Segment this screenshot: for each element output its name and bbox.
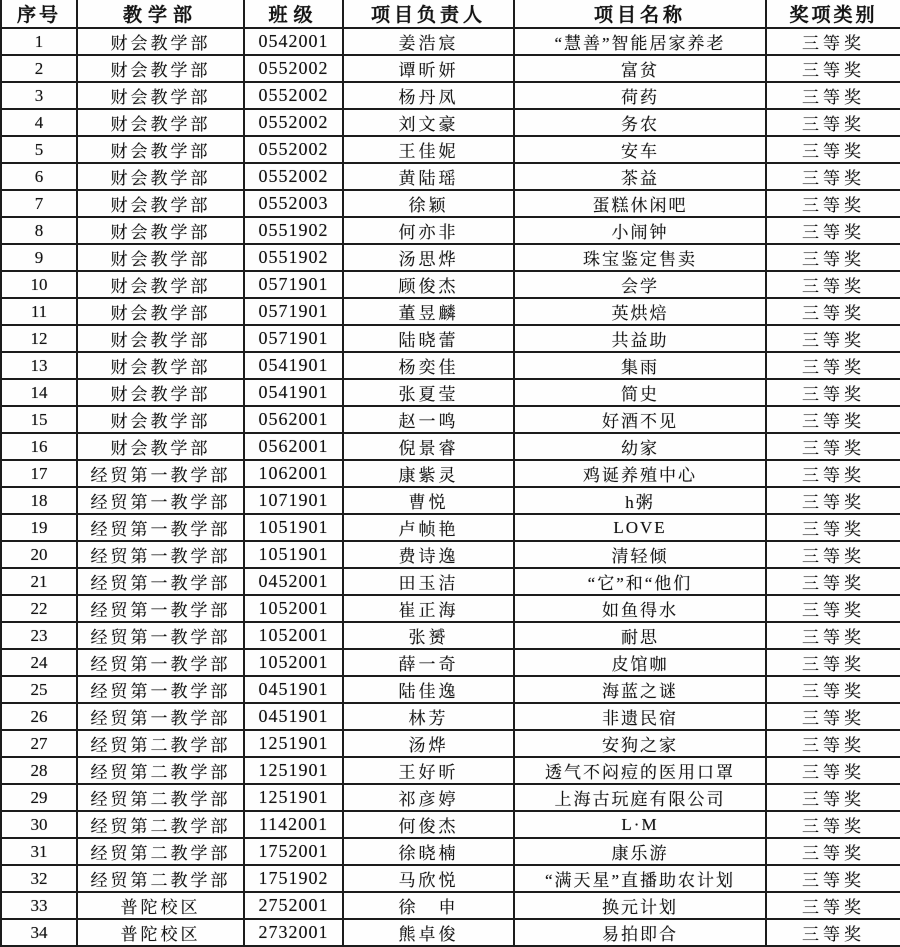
cell-department: 经贸第二教学部: [77, 757, 244, 784]
cell-leader: 薛一奇: [343, 649, 514, 676]
cell-award: 三等奖: [766, 838, 900, 865]
table-row: [1, 136, 900, 163]
table-row: [1, 460, 900, 487]
cell-class: 0451901: [244, 703, 343, 730]
cell-award: 三等奖: [766, 163, 900, 190]
cell-leader: 何俊杰: [343, 811, 514, 838]
cell-index: 12: [1, 325, 77, 352]
cell-index: 34: [1, 919, 77, 946]
cell-award: 三等奖: [766, 541, 900, 568]
cell-award: 三等奖: [766, 352, 900, 379]
cell-award: 三等奖: [766, 811, 900, 838]
cell-award: 三等奖: [766, 757, 900, 784]
cell-class: 2752001: [244, 892, 343, 919]
cell-project: “满天星”直播助农计划: [514, 865, 766, 892]
cell-project: 透气不闷痘的医用口罩: [514, 757, 766, 784]
cell-class: 0571901: [244, 298, 343, 325]
cell-department: 财会教学部: [77, 55, 244, 82]
cell-class: 0562001: [244, 433, 343, 460]
cell-class: 0571901: [244, 325, 343, 352]
cell-award: 三等奖: [766, 703, 900, 730]
cell-index: 16: [1, 433, 77, 460]
table-row: [1, 82, 900, 109]
table-row: [1, 28, 900, 55]
cell-leader: 陆晓蕾: [343, 325, 514, 352]
cell-award: 三等奖: [766, 649, 900, 676]
cell-project: h粥: [514, 487, 766, 514]
cell-class: 0551902: [244, 217, 343, 244]
cell-department: 经贸第一教学部: [77, 568, 244, 595]
table-row: [1, 514, 900, 541]
cell-index: 27: [1, 730, 77, 757]
header-row: [1, 0, 900, 28]
cell-leader: 黄陆瑶: [343, 163, 514, 190]
cell-department: 经贸第一教学部: [77, 514, 244, 541]
cell-class: 2732001: [244, 919, 343, 946]
cell-project: 富贫: [514, 55, 766, 82]
cell-index: 23: [1, 622, 77, 649]
cell-project: 蛋糕休闲吧: [514, 190, 766, 217]
cell-class: 1062001: [244, 460, 343, 487]
cell-leader: 崔正海: [343, 595, 514, 622]
cell-class: 0571901: [244, 271, 343, 298]
cell-department: 经贸第二教学部: [77, 865, 244, 892]
table-row: [1, 55, 900, 82]
cell-department: 经贸第一教学部: [77, 622, 244, 649]
cell-class: 1251901: [244, 757, 343, 784]
cell-department: 财会教学部: [77, 433, 244, 460]
cell-award: 三等奖: [766, 919, 900, 946]
cell-project: 皮馆咖: [514, 649, 766, 676]
cell-award: 三等奖: [766, 28, 900, 55]
cell-index: 13: [1, 352, 77, 379]
cell-leader: 徐 申: [343, 892, 514, 919]
cell-class: 1071901: [244, 487, 343, 514]
cell-award: 三等奖: [766, 190, 900, 217]
table-row: [1, 838, 900, 865]
cell-department: 经贸第一教学部: [77, 649, 244, 676]
table-row: [1, 109, 900, 136]
table-row: [1, 406, 900, 433]
cell-class: 1751902: [244, 865, 343, 892]
cell-award: 三等奖: [766, 595, 900, 622]
table-row: [1, 298, 900, 325]
cell-class: 0541901: [244, 352, 343, 379]
cell-index: 21: [1, 568, 77, 595]
cell-index: 33: [1, 892, 77, 919]
cell-project: L·M: [514, 811, 766, 838]
table-row: [1, 595, 900, 622]
cell-award: 三等奖: [766, 244, 900, 271]
cell-index: 8: [1, 217, 77, 244]
cell-index: 2: [1, 55, 77, 82]
cell-index: 18: [1, 487, 77, 514]
table-row: [1, 784, 900, 811]
cell-leader: 顾俊杰: [343, 271, 514, 298]
cell-leader: 曹悦: [343, 487, 514, 514]
cell-class: 0552002: [244, 82, 343, 109]
cell-leader: 马欣悦: [343, 865, 514, 892]
cell-award: 三等奖: [766, 730, 900, 757]
cell-class: 1251901: [244, 784, 343, 811]
cell-index: 25: [1, 676, 77, 703]
cell-index: 22: [1, 595, 77, 622]
cell-award: 三等奖: [766, 325, 900, 352]
cell-index: 29: [1, 784, 77, 811]
cell-project: 英烘焙: [514, 298, 766, 325]
cell-department: 财会教学部: [77, 136, 244, 163]
cell-index: 3: [1, 82, 77, 109]
cell-leader: 陆佳逸: [343, 676, 514, 703]
cell-index: 10: [1, 271, 77, 298]
cell-project: 非遗民宿: [514, 703, 766, 730]
table-row: [1, 811, 900, 838]
cell-index: 4: [1, 109, 77, 136]
cell-project: 安车: [514, 136, 766, 163]
cell-award: 三等奖: [766, 865, 900, 892]
cell-class: 0451901: [244, 676, 343, 703]
cell-department: 经贸第一教学部: [77, 595, 244, 622]
cell-leader: 何亦非: [343, 217, 514, 244]
cell-class: 1052001: [244, 649, 343, 676]
cell-index: 14: [1, 379, 77, 406]
cell-project: 荷药: [514, 82, 766, 109]
cell-leader: 张赟: [343, 622, 514, 649]
cell-award: 三等奖: [766, 568, 900, 595]
table-row: [1, 892, 900, 919]
cell-leader: 卢帧艳: [343, 514, 514, 541]
cell-leader: 徐晓楠: [343, 838, 514, 865]
table-row: [1, 271, 900, 298]
cell-award: 三等奖: [766, 433, 900, 460]
cell-project: 会学: [514, 271, 766, 298]
cell-index: 1: [1, 28, 77, 55]
cell-leader: 汤烨: [343, 730, 514, 757]
cell-department: 财会教学部: [77, 82, 244, 109]
cell-department: 经贸第一教学部: [77, 460, 244, 487]
cell-project: 上海古玩庭有限公司: [514, 784, 766, 811]
cell-project: 好酒不见: [514, 406, 766, 433]
cell-project: 如鱼得水: [514, 595, 766, 622]
table-row: [1, 757, 900, 784]
cell-class: 0552002: [244, 109, 343, 136]
table-row: [1, 649, 900, 676]
cell-class: 0551902: [244, 244, 343, 271]
cell-award: 三等奖: [766, 109, 900, 136]
cell-department: 经贸第一教学部: [77, 703, 244, 730]
cell-department: 普陀校区: [77, 919, 244, 946]
table-row: [1, 433, 900, 460]
cell-class: 0452001: [244, 568, 343, 595]
cell-leader: 刘文豪: [343, 109, 514, 136]
cell-award: 三等奖: [766, 379, 900, 406]
cell-department: 财会教学部: [77, 271, 244, 298]
cell-class: 1251901: [244, 730, 343, 757]
cell-project: 简史: [514, 379, 766, 406]
cell-class: 1051901: [244, 541, 343, 568]
cell-award: 三等奖: [766, 487, 900, 514]
cell-department: 财会教学部: [77, 298, 244, 325]
cell-index: 15: [1, 406, 77, 433]
cell-project: 小闹钟: [514, 217, 766, 244]
cell-index: 20: [1, 541, 77, 568]
cell-award: 三等奖: [766, 271, 900, 298]
table-row: [1, 190, 900, 217]
table-row: [1, 217, 900, 244]
cell-award: 三等奖: [766, 460, 900, 487]
cell-class: 1052001: [244, 622, 343, 649]
cell-award: 三等奖: [766, 406, 900, 433]
column-header-index: 序号: [1, 0, 77, 28]
cell-award: 三等奖: [766, 892, 900, 919]
cell-leader: 田玉洁: [343, 568, 514, 595]
cell-project: 海蓝之谜: [514, 676, 766, 703]
cell-project: “慧善”智能居家养老: [514, 28, 766, 55]
cell-leader: 杨奕佳: [343, 352, 514, 379]
cell-project: 幼家: [514, 433, 766, 460]
cell-project: 换元计划: [514, 892, 766, 919]
cell-project: 康乐游: [514, 838, 766, 865]
table-row: [1, 163, 900, 190]
cell-department: 财会教学部: [77, 406, 244, 433]
cell-leader: 谭昕妍: [343, 55, 514, 82]
cell-leader: 徐颖: [343, 190, 514, 217]
cell-class: 0552002: [244, 136, 343, 163]
cell-department: 经贸第一教学部: [77, 676, 244, 703]
table-body: [1, 28, 900, 946]
cell-project: 务农: [514, 109, 766, 136]
cell-department: 财会教学部: [77, 379, 244, 406]
cell-index: 28: [1, 757, 77, 784]
cell-award: 三等奖: [766, 55, 900, 82]
cell-leader: 王好昕: [343, 757, 514, 784]
cell-leader: 董昱麟: [343, 298, 514, 325]
table-row: [1, 676, 900, 703]
cell-leader: 祁彦婷: [343, 784, 514, 811]
cell-award: 三等奖: [766, 514, 900, 541]
cell-index: 32: [1, 865, 77, 892]
cell-leader: 林芳: [343, 703, 514, 730]
cell-index: 31: [1, 838, 77, 865]
table-row: [1, 325, 900, 352]
table-row: [1, 730, 900, 757]
cell-award: 三等奖: [766, 136, 900, 163]
cell-department: 财会教学部: [77, 325, 244, 352]
cell-leader: 杨丹凤: [343, 82, 514, 109]
cell-index: 30: [1, 811, 77, 838]
cell-department: 财会教学部: [77, 244, 244, 271]
cell-department: 财会教学部: [77, 28, 244, 55]
cell-award: 三等奖: [766, 217, 900, 244]
table-header: [1, 0, 900, 28]
cell-leader: 费诗逸: [343, 541, 514, 568]
cell-award: 三等奖: [766, 622, 900, 649]
cell-leader: 康紫灵: [343, 460, 514, 487]
cell-index: 5: [1, 136, 77, 163]
cell-project: 集雨: [514, 352, 766, 379]
column-header-class: 班级: [244, 0, 343, 28]
cell-project: LOVE: [514, 514, 766, 541]
cell-index: 6: [1, 163, 77, 190]
cell-leader: 熊卓俊: [343, 919, 514, 946]
table-row: [1, 352, 900, 379]
cell-index: 9: [1, 244, 77, 271]
cell-project: 茶益: [514, 163, 766, 190]
table-row: [1, 919, 900, 946]
cell-project: 共益助: [514, 325, 766, 352]
cell-award: 三等奖: [766, 298, 900, 325]
cell-class: 0541901: [244, 379, 343, 406]
cell-index: 7: [1, 190, 77, 217]
cell-class: 0552002: [244, 163, 343, 190]
cell-department: 经贸第二教学部: [77, 811, 244, 838]
table-row: [1, 622, 900, 649]
table-row: [1, 703, 900, 730]
cell-project: 安狗之家: [514, 730, 766, 757]
cell-project: 清轻倾: [514, 541, 766, 568]
cell-department: 经贸第二教学部: [77, 838, 244, 865]
cell-index: 24: [1, 649, 77, 676]
cell-department: 财会教学部: [77, 109, 244, 136]
cell-leader: 倪景睿: [343, 433, 514, 460]
cell-department: 财会教学部: [77, 190, 244, 217]
cell-leader: 张夏莹: [343, 379, 514, 406]
cell-department: 财会教学部: [77, 217, 244, 244]
cell-department: 经贸第二教学部: [77, 730, 244, 757]
cell-department: 财会教学部: [77, 352, 244, 379]
table-row: [1, 568, 900, 595]
cell-department: 经贸第一教学部: [77, 541, 244, 568]
cell-class: 0562001: [244, 406, 343, 433]
cell-leader: 王佳妮: [343, 136, 514, 163]
table-row: [1, 541, 900, 568]
cell-project: 耐思: [514, 622, 766, 649]
column-header-leader: 项目负责人: [343, 0, 514, 28]
cell-class: 1752001: [244, 838, 343, 865]
cell-project: 易拍即合: [514, 919, 766, 946]
cell-department: 经贸第二教学部: [77, 784, 244, 811]
cell-index: 17: [1, 460, 77, 487]
cell-class: 1142001: [244, 811, 343, 838]
cell-leader: 姜浩宸: [343, 28, 514, 55]
cell-class: 1052001: [244, 595, 343, 622]
cell-class: 0552002: [244, 55, 343, 82]
cell-project: 珠宝鉴定售卖: [514, 244, 766, 271]
cell-index: 26: [1, 703, 77, 730]
cell-leader: 汤思烨: [343, 244, 514, 271]
cell-department: 普陀校区: [77, 892, 244, 919]
cell-department: 财会教学部: [77, 163, 244, 190]
cell-award: 三等奖: [766, 784, 900, 811]
cell-award: 三等奖: [766, 676, 900, 703]
table-row: [1, 379, 900, 406]
column-header-project: 项目名称: [514, 0, 766, 28]
cell-department: 经贸第一教学部: [77, 487, 244, 514]
cell-project: 鸡诞养殖中心: [514, 460, 766, 487]
cell-class: 0542001: [244, 28, 343, 55]
column-header-department: 教学部: [77, 0, 244, 28]
table-row: [1, 865, 900, 892]
cell-class: 0552003: [244, 190, 343, 217]
cell-project: “它”和“他们: [514, 568, 766, 595]
column-header-award: 奖项类别: [766, 0, 900, 28]
cell-class: 1051901: [244, 514, 343, 541]
table-row: [1, 487, 900, 514]
cell-award: 三等奖: [766, 82, 900, 109]
cell-index: 19: [1, 514, 77, 541]
cell-leader: 赵一鸣: [343, 406, 514, 433]
table-row: [1, 244, 900, 271]
cell-index: 11: [1, 298, 77, 325]
